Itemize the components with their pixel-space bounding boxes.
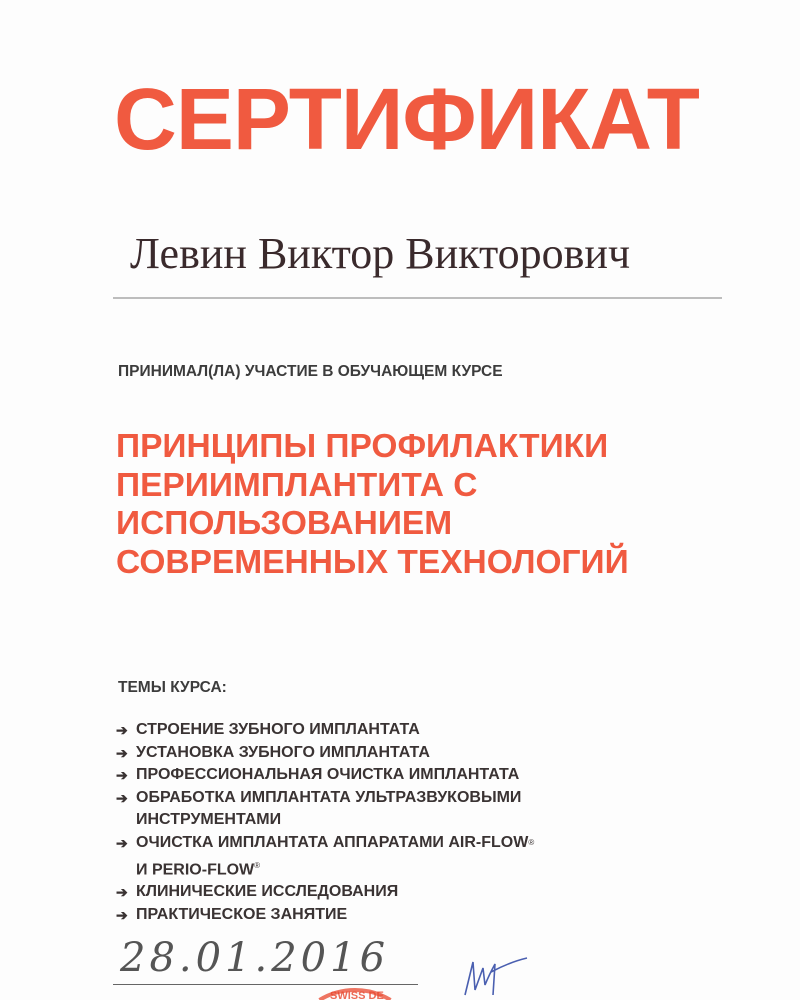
course-title-line: ПРИНЦИПЫ ПРОФИЛАКТИКИ [116, 428, 609, 465]
topic-text: СТРОЕНИЕ ЗУБНОГО ИМПЛАНТАТА [136, 721, 420, 738]
recipient-name: Левин Виктор Викторович [130, 229, 631, 278]
arrow-icon: ➔ [116, 744, 128, 761]
arrow-icon: ➔ [116, 789, 128, 806]
topic-text: КЛИНИЧЕСКИЕ ИССЛЕДОВАНИЯ [136, 883, 399, 901]
list-item [116, 719, 534, 742]
arrow-icon: ➔ [116, 834, 128, 851]
topics-list [116, 719, 534, 927]
certificate-title: СЕРТИФИКАТ [114, 71, 699, 168]
topic-text: УСТАНОВКА ЗУБНОГО ИМПЛАНТАТА [136, 743, 430, 761]
list-item [116, 787, 534, 810]
topic-text: ОБРАБОТКА ИМПЛАНТАТА УЛЬТРАЗВУКОВЫМИ [136, 788, 522, 806]
topic-text: ПРОФЕССИОНАЛЬНАЯ ОЧИСТКА ИМПЛАНТАТА [136, 766, 520, 784]
handwritten-date: 28.01.2016 [120, 935, 390, 981]
topic-text: И PERIO-FLOW [136, 860, 255, 878]
course-title-line: ИСПОЛЬЗОВАНИЕМ [116, 505, 453, 542]
list-item [116, 742, 534, 765]
arrow-icon: ➔ [116, 722, 128, 738]
list-item [116, 764, 534, 787]
list-item [116, 881, 534, 904]
stamp-icon [270, 975, 440, 1000]
topic-continuation: ИНСТРУМЕНТАМИ [136, 811, 282, 829]
topic-continuation [116, 855, 534, 882]
arrow-icon: ➔ [116, 767, 128, 784]
topic-text: ОЧИСТКА ИМПЛАНТАТА АППАРАТАМИ AIR-FLOW [136, 833, 529, 851]
topic-text: ПРАКТИЧЕСКОЕ ЗАНЯТИЕ [136, 906, 348, 924]
course-title [116, 428, 629, 582]
list-item [116, 904, 534, 927]
participation-text: ПРИНИМАЛ(ЛА) УЧАСТИЕ В ОБУЧАЮЩЕМ КУРСЕ [118, 363, 503, 380]
registered-mark: ® [254, 860, 261, 870]
course-title-line: СОВРЕМЕННЫХ ТЕХНОЛОГИЙ [116, 543, 629, 581]
divider [113, 297, 722, 299]
stamp-text: SWISS DE [330, 990, 384, 1000]
topics-label: ТЕМЫ КУРСА: [118, 679, 227, 696]
arrow-icon: ➔ [116, 884, 128, 901]
course-title-line: ПЕРИИМПЛАНТИТА С [116, 466, 478, 504]
signature-icon [455, 950, 535, 1000]
arrow-icon: ➔ [116, 907, 128, 924]
registered-mark: ® [528, 837, 535, 847]
list-item [116, 832, 534, 855]
